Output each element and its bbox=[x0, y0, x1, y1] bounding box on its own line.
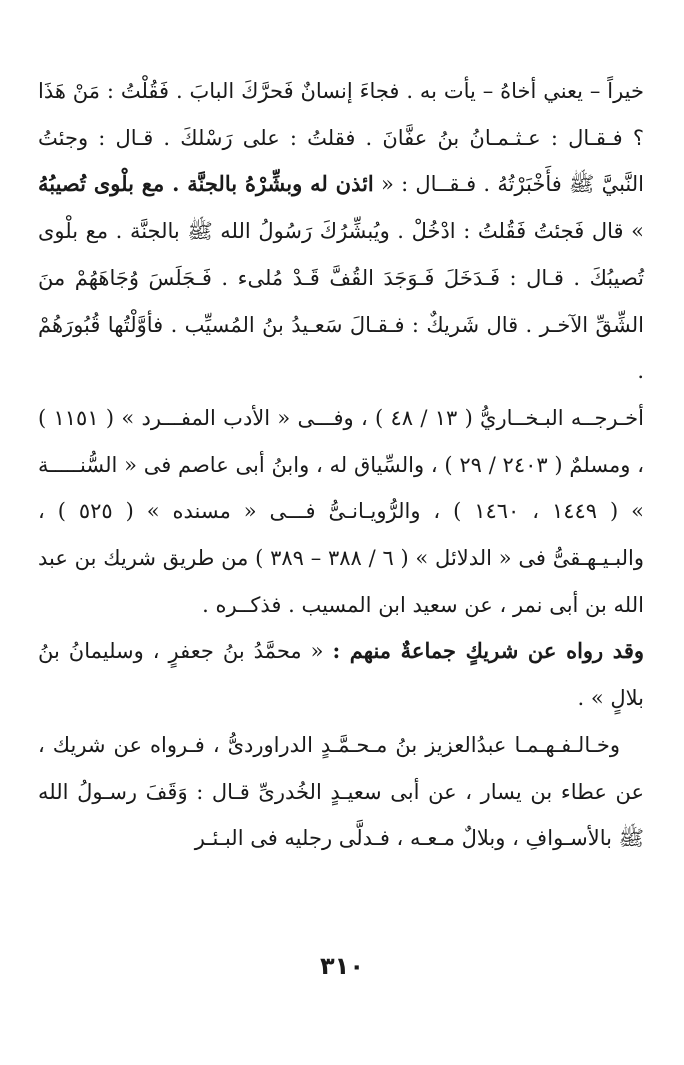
page-number: ٣١٠ bbox=[320, 952, 364, 980]
text-segment: » قال فَجئتُ فَقُلتُ : ادْخُلْ . ويُبشِّرُكَ رَسُولُ الله ﷺ بالجنَّة . مع بلْوى تُصيبُكَ . قـال : فَـدَخَلَ فَـوَجَدَ القُفَّ قَـدْ مُلىء . فَـجَلَسَ وُجَاهَهُمْ منَ الشِّقِّ الآخـر . قال شَريكٌ : فـقـالَ سَعـيدُ بنُ المُسيِّب . فأوَّلْتُها قُبُورَهُمْ . bbox=[38, 219, 644, 384]
hadith-text-paragraph bbox=[38, 68, 644, 395]
text-segment: أخـرجــه البـخــاريُّ ( ١٣ / ٤٨ ) ، وفـــى « الأدب المفـــرد » ( ١١٥١ ) ، ومسلمٌ ( ٢٤٠٣ / ٢٩ ) ، والسِّياق له ، وابنُ أبى عاصم فى « السُّنـــــة » ( ١٤٤٩ ، ١٤٦٠ ) ، والرُّويـانـىُّ فـــى « مسنده » ( ٥٢٥ ) ، والبـيـهـقىُّ فى « الدلائل » ( ٦ / ٣٨٨ – ٣٨٩ ) من طريق شريك بن عبد الله بن أبى نمر ، عن سعيد ابن المسيب . فذكــره . bbox=[38, 405, 645, 617]
takhrij-paragraph bbox=[38, 395, 644, 629]
bold-heading-phrase: وقد رواه عن شريكٍ جماعةٌ منهم : bbox=[332, 638, 645, 664]
text-segment: خيراً – يعني أخاهُ – يأت به . فجاءَ إنسانٌ فَحرَّكَ البابَ . فَقُلْتُ : مَنْ هَذَا ؟ فـقـال : عـثـمـانُ بنُ عفَّانَ . فقلتُ : على رَسْلكَ . قـال : وجئتُ النَّبيَّ ﷺ فأَخْبَرْتُهُ . فـقــال : « bbox=[38, 79, 645, 197]
text-segment: « محمَّدُ بنُ جعفرٍ ، وسليمانُ بنُ بلالٍ » . bbox=[38, 639, 644, 711]
bold-prophetic-saying: ائذن له وبشِّرْهُ بالجنَّة . مع بلْوى تُصيبُهُ bbox=[38, 171, 374, 197]
narrators-paragraph bbox=[38, 628, 644, 721]
text-segment: وخـالـفـهـمـا عبدُالعزيز بنُ مـحـمَّـدٍ الدراوردىُّ ، فـرواه عن شريك ، عن عطاء بن يسار ، عن أبى سعيـدٍ الخُدرىِّ قـال : وَقَفَ رسـولُ الله ﷺ بالأسـوافِ ، وبلالٌ مـعـه ، فـدلَّى رجليه فى البـئـر bbox=[38, 732, 644, 851]
variant-narration-paragraph bbox=[38, 722, 644, 862]
page-body bbox=[38, 68, 644, 862]
